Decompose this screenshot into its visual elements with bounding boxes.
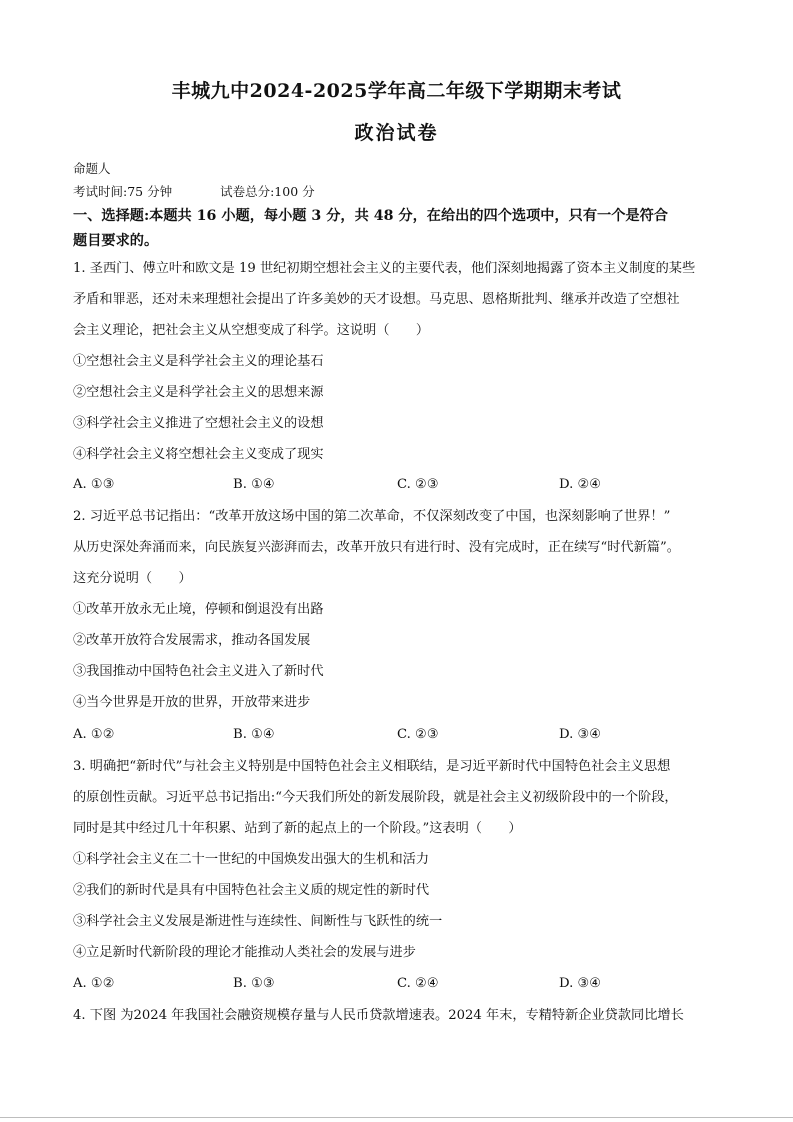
question-1-statement: ④科学社会主义将空想社会主义变成了现实: [73, 447, 324, 462]
section-heading-line2: 题目要求的。: [73, 233, 159, 249]
exam-time: 考试时间:75 分钟: [73, 184, 173, 199]
question-1-stem: 会主义理论，把社会主义从空想变成了科学。这说明（ ）: [73, 323, 430, 338]
option-b[interactable]: B. ①③: [233, 976, 275, 991]
question-3-stem: 的原创性贡献。习近平总书记指出:“今天我们所处的新发展阶段，就是社会主义初级阶段中的一个阶段，: [73, 790, 678, 805]
question-2-statement: ①改革开放永无止境，停顿和倒退没有出路: [73, 602, 324, 617]
question-2-statement: ②改革开放符合发展需求，推动各国发展: [73, 633, 311, 648]
exam-title: 丰城九中2024-2025学年高二年级下学期期末考试: [171, 80, 622, 102]
question-3-statement: ①科学社会主义在二十一世纪的中国焕发出强大的生机和活力: [73, 852, 430, 867]
question-1-statement: ③科学社会主义推进了空想社会主义的设想: [73, 416, 324, 431]
question-1-options: [73, 477, 733, 495]
option-d[interactable]: D. ③④: [559, 976, 602, 991]
option-b[interactable]: B. ①④: [233, 477, 275, 492]
question-3-statement: ④立足新时代新阶段的理论才能推动人类社会的发展与进步: [73, 945, 416, 960]
option-c[interactable]: C. ②③: [397, 727, 439, 742]
question-2-options: [73, 727, 733, 745]
question-2-stem: 从历史深处奔涌而来，向民族复兴澎湃而去，改革开放只有进行时、没有完成时，正在续写“时代新篇”。: [73, 540, 680, 555]
question-1-stem: 矛盾和罪恶，还对未来理想社会提出了许多美妙的天才设想。马克思、恩格斯批判、继承并改造了空想社: [73, 292, 680, 307]
option-d[interactable]: D. ③④: [559, 727, 602, 742]
question-2-statement: ③我国推动中国特色社会主义进入了新时代: [73, 664, 324, 679]
option-c[interactable]: C. ②④: [397, 976, 439, 991]
question-3-statement: ②我们的新时代是具有中国特色社会主义质的规定性的新时代: [73, 883, 430, 898]
question-1-statement: ②空想社会主义是科学社会主义的思想来源: [73, 385, 324, 400]
exam-meta: [73, 183, 733, 201]
option-a[interactable]: A. ①②: [73, 727, 115, 742]
exam-score: 试卷总分:100 分: [220, 184, 315, 199]
question-1-statement: ①空想社会主义是科学社会主义的理论基石: [73, 354, 324, 369]
option-a[interactable]: A. ①②: [73, 976, 115, 991]
question-4-stem: 4. 下图 为2024 年我国社会融资规模存量与人民币贷款增速表。2024 年末，专精特新企业贷款同比增长: [73, 1008, 684, 1023]
option-d[interactable]: D. ②④: [559, 477, 602, 492]
page-bottom-rule: [0, 1117, 793, 1118]
option-b[interactable]: B. ①④: [233, 727, 275, 742]
question-2-stem: 这充分说明（ ）: [73, 571, 192, 586]
option-c[interactable]: C. ②③: [397, 477, 439, 492]
section-heading-line1: 一、选择题:本题共 16 小题，每小题 3 分，共 48 分，在给出的四个选项中，只有一个是符合: [73, 208, 668, 224]
author-label: 命题人: [73, 161, 111, 176]
question-3-statement: ③科学社会主义发展是渐进性与连续性、间断性与飞跃性的统一: [73, 914, 443, 929]
question-3-stem: 同时是其中经过几十年积累、站到了新的起点上的一个阶段。”这表明（ ）: [73, 821, 522, 836]
question-1-stem: 1. 圣西门、傅立叶和欧文是 19 世纪初期空想社会主义的主要代表，他们深刻地揭露了资本主义制度的某些: [73, 261, 696, 276]
question-2-statement: ④当今世界是开放的世界，开放带来进步: [73, 695, 311, 710]
option-a[interactable]: A. ①③: [73, 477, 115, 492]
question-3-stem: 3. 明确把“新时代”与社会主义特别是中国特色社会主义相联结，是习近平新时代中国特色社会主义思想: [73, 759, 671, 774]
question-3-options: [73, 976, 733, 994]
exam-subtitle: 政治试卷: [354, 122, 439, 144]
question-2-stem: 2. 习近平总书记指出：“改革开放这场中国的第二次革命，不仅深刻改变了中国，也深刻影响了世界！”: [73, 509, 671, 524]
